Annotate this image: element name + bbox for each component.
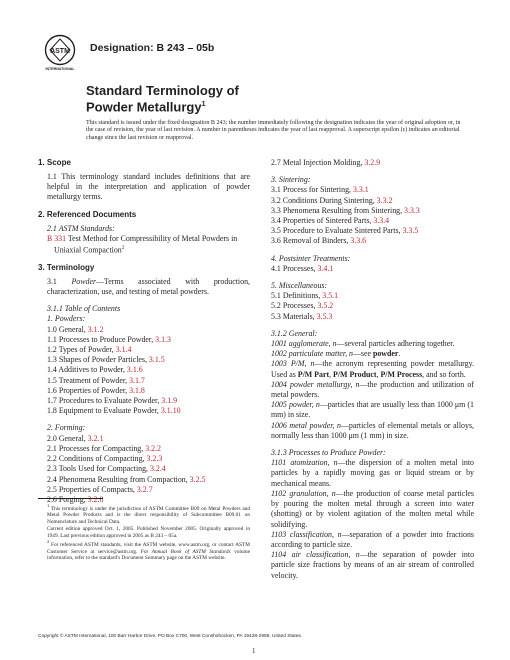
- toc-ref-link[interactable]: 3.1.4: [115, 345, 132, 355]
- terminology-rest: —Terms associated with production, characterization, use, and testing of metal powders.: [47, 276, 250, 297]
- right-column: [262, 158, 474, 581]
- toc-item: 4.1 Processes, 3.4.1: [271, 263, 334, 273]
- toc-group-title: 1. Powders:: [47, 314, 86, 324]
- toc-ref-link[interactable]: 3.5.1: [322, 291, 339, 301]
- toc-item: 2.2 Conditions of Compacting, 3.2.3: [47, 454, 163, 464]
- referenced-b331: [38, 234, 250, 256]
- toc-ref-link[interactable]: 3.1.8: [129, 385, 145, 395]
- scope-text: 1.1 This terminology standard includes definitions that are helpful in the interpretation and application of powder metallurgy terms.: [47, 172, 250, 202]
- toc-ref-link[interactable]: 3.5.3: [316, 311, 333, 321]
- toc-ref-link[interactable]: 3.2.8: [87, 494, 104, 504]
- toc-group-title: 3. Sintering:: [271, 175, 311, 185]
- left-column: [38, 158, 250, 505]
- astm-logo-icon: [42, 34, 78, 72]
- toc-ref-link[interactable]: 3.1.9: [161, 396, 178, 406]
- astm-standards-label: 2.1 ASTM Standards:: [47, 223, 115, 233]
- toc-ref-link[interactable]: 3.1.2: [87, 324, 104, 334]
- toc-ref-link[interactable]: 3.2.1: [87, 433, 104, 443]
- definition-1104: 1104 air classification, n—the separation of powder into particle size fractions by means of an air stream of controlled velocity.: [271, 550, 475, 580]
- toc-item: 1.0 General, 3.1.2: [47, 324, 104, 334]
- b331-footnote-ref: 2: [121, 246, 125, 252]
- toc-item: 2.5 Properties of Compacts, 3.2.7: [47, 484, 153, 494]
- toc-ref-link[interactable]: 3.1.7: [129, 375, 145, 385]
- toc-ref-link[interactable]: 3.1.10: [160, 406, 181, 416]
- toc-ref-link[interactable]: 3.2.9: [364, 158, 381, 167]
- toc-item: 1.3 Shapes of Powder Particles, 3.1.5: [47, 355, 165, 365]
- page-number: 1: [252, 647, 256, 655]
- toc-item: 3.1 Process for Sintering, 3.3.1: [271, 185, 369, 195]
- footnote-rule: [38, 498, 103, 499]
- toc-item: 1.2 Types of Powder, 3.1.4: [47, 345, 132, 355]
- terminology-term: Powder: [71, 276, 97, 286]
- title-line-1: Standard Terminology of: [86, 83, 239, 98]
- toc-item: 5.1 Definitions, 3.5.1: [271, 291, 339, 301]
- toc-item: 2.3 Tools Used for Compacting, 3.2.4: [47, 464, 166, 474]
- toc-group-title: 4. Postsinter Treatments:: [271, 253, 351, 263]
- definition-1101: 1101 atomization, n—the dispersion of a molten metal into particles by a rapidly moving gas or liquid stream or by mechanical means.: [271, 458, 475, 488]
- toc-ref-link[interactable]: 3.2.2: [145, 443, 161, 453]
- toc-ref-link[interactable]: 3.3.4: [373, 216, 390, 226]
- toc-item: 3.2 Conditions During Sintering, 3.3.2: [271, 195, 393, 205]
- toc-ref-link[interactable]: 3.5.2: [317, 301, 334, 311]
- scope-heading: 1. Scope: [38, 158, 71, 167]
- toc-item: 5.2 Processes, 3.5.2: [271, 301, 334, 311]
- general-heading: 3.1.2 General:: [271, 328, 318, 338]
- definition-1102: 1102 granulation, n—the production of coarse metal particles by pouring the molten metal through a screen into water (shotting) or by violent agitation of the molten metal while solidifying.: [271, 488, 475, 529]
- terminology-heading: 3. Terminology: [38, 262, 95, 272]
- definition-1003: 1003 P/M, n—the acronym representing powder metallurgy. Used as P/M Part, P/M Product, P/M Process, and so forth.: [271, 359, 474, 379]
- toc-ref-link[interactable]: 3.2.3: [146, 454, 163, 464]
- toc-item: 1.1 Processes to Produce Powder, 3.1.3: [47, 334, 171, 344]
- toc-ref-link[interactable]: 3.1.3: [155, 334, 171, 344]
- toc-item: 1.6 Properties of Powder, 3.1.8: [47, 385, 145, 395]
- toc-ref-link[interactable]: 3.1.5: [148, 355, 165, 365]
- toc-group-title: 2. Forming:: [47, 423, 86, 433]
- svg-text:INTERNATIONAL: INTERNATIONAL: [45, 67, 75, 71]
- astm-logo: [42, 34, 78, 72]
- intro-notice: This standard is issued under the fixed designation B 243; the number immediately following the designation indicates the year of original adoption or, in the case of revision, the year of last revision. A number in parentheses indicates the year of last reapproval. A superscript epsilon (ε) indicates an editorial change since the last revision or reapproval.: [86, 120, 461, 141]
- definition-1103: 1103 classification, n—separation of a powder into fractions according to particle size.: [271, 529, 474, 549]
- toc-heading: 3.1.1 Table of Contents: [47, 304, 121, 314]
- toc-item: 5.3 Materials, 3.5.3: [271, 311, 333, 321]
- toc-item: 3.3 Phenomena Resulting from Sintering, 3.3.3: [271, 205, 420, 215]
- toc-ref-link[interactable]: 3.3.3: [404, 205, 420, 215]
- toc-item: 3.5 Procedure to Evaluate Sintered Parts, 3.3.5: [271, 226, 419, 236]
- page-title: [86, 84, 239, 114]
- toc-ref-link[interactable]: 3.4.1: [317, 263, 334, 273]
- toc-item: 1.7 Procedures to Evaluate Powder, 3.1.9: [47, 396, 178, 406]
- footnote-1-edition: Current edition approved Oct. 1, 2005. Published November 2005. Originally approved in 1949. Last previous edition approved in 2005 as B 243 – 05a.: [47, 525, 250, 539]
- toc-ref-link[interactable]: 3.3.5: [402, 226, 419, 236]
- copyright-notice: Copyright © ASTM International, 100 Barr Harbor Drive, PO Box C700, West Conshohocken, PA 19428-2959, United States.: [38, 634, 303, 639]
- b331-link[interactable]: B 331: [47, 233, 67, 243]
- footnotes: [38, 503, 250, 562]
- title-footnote-ref: 1: [201, 101, 206, 108]
- toc-ref-link[interactable]: 3.3.6: [350, 236, 367, 246]
- toc-item: 2.7 Metal Injection Molding, 3.2.9: [271, 158, 381, 167]
- processes-heading: 3.1.3 Processes to Produce Powder:: [271, 448, 386, 458]
- toc-ref-link[interactable]: 3.3.1: [352, 185, 369, 195]
- toc-item: 2.0 General, 3.2.1: [47, 433, 104, 443]
- b331-title: Test Method for Compressibility of Metal Powders in Uniaxial Compaction: [54, 233, 238, 255]
- toc-item: 2.6 Forging, 3.2.8: [47, 494, 104, 504]
- toc-ref-link[interactable]: 3.1.6: [126, 365, 143, 375]
- definition-1006: 1006 metal powder, n—particles of elemental metals or alloys, normally less than 1000 μm (1 mm) in size.: [271, 420, 474, 440]
- toc-item: 1.8 Equipment to Evaluate Powder, 3.1.10: [47, 406, 181, 416]
- definition-1004: 1004 powder metallurgy, n—the production and utilization of metal powders.: [271, 379, 474, 400]
- toc-item: 2.1 Processes for Compacting, 3.2.2: [47, 443, 161, 453]
- designation: Designation: B 243 – 05b: [90, 42, 215, 54]
- definition-1002: 1002 particulate matter, n—see powder.: [271, 349, 401, 359]
- definition-1005: 1005 powder, n—particles that are usually less than 1000 μm (1 mm) in size.: [271, 400, 475, 420]
- title-line-2-text: Powder Metallurgy: [86, 99, 202, 115]
- footnote-2: $^2$ For referenced ASTM standards, visit the ASTM website, www.astm.org, or contact ASTM Customer Service at service@astm.org. For Annual Book of ASTM Standards volume information, refer to the standard's Document Summary page on the ASTM website.: [47, 539, 251, 562]
- toc-item: 3.6 Removal of Binders, 3.3.6: [271, 236, 367, 246]
- terminology-text: [38, 277, 250, 297]
- referenced-heading: 2. Referenced Documents: [38, 209, 137, 219]
- svg-text:ASTM: ASTM: [50, 48, 70, 55]
- toc-item: 2.4 Phenomena Resulting from Compaction, 3.2.5: [47, 474, 206, 484]
- toc-item: 3.4 Properties of Sintered Parts, 3.3.4: [271, 216, 390, 226]
- terminology-num: 3.1: [47, 276, 72, 286]
- toc-ref-link[interactable]: 3.3.2: [376, 195, 393, 205]
- toc-item: 1.4 Additives to Powder, 3.1.6: [47, 365, 143, 375]
- toc-ref-link[interactable]: 3.2.4: [149, 464, 166, 474]
- toc-item: 1.5 Treatment of Powder, 3.1.7: [47, 375, 145, 385]
- definition-1001: 1001 agglomerate, n—several particles adhering together.: [271, 339, 455, 349]
- toc-ref-link[interactable]: 3.2.7: [136, 484, 153, 494]
- title-line-2: [86, 98, 239, 114]
- footnote-1: $^1$ This terminology is under the jurisdiction of ASTM Committee B09 on Metal Powders and Metal Powder Products and is the direct responsibility of Subcommittee B09.01 on Nomenclature and Technical Data.: [47, 503, 250, 526]
- toc-ref-link[interactable]: 3.2.5: [189, 474, 206, 484]
- toc-group-title: 5. Miscellaneous:: [271, 281, 328, 291]
